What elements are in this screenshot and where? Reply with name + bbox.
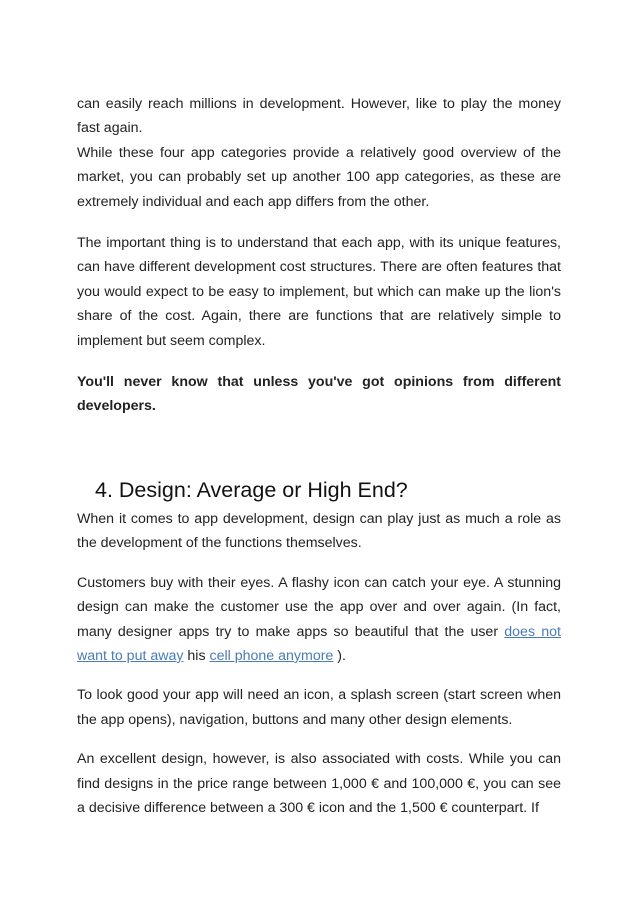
paragraph-text-segment: Customers buy with their eyes. A flashy icon can catch your eye. A stunning design can make the customer use the app over and over again. (In fact, many designer apps try to make apps so beautiful that the user <box>77 574 561 640</box>
paragraph-intro-continuation: can easily reach millions in development. However, like to play the money fast again. <box>77 96 561 137</box>
paragraph-developer-opinions: You'll never know that unless you've got opinions from different developers. <box>77 374 561 415</box>
paragraph-design-costs: An excellent design, however, is also associated with costs. While you can find designs in the price range between 1,000 € and 100,000 €, you can see a decisive difference between a 300 € icon and the 1,500 € counterpart. If <box>77 751 561 816</box>
paragraph-customers-eyes <box>77 571 561 669</box>
paragraph-app-categories: While these four app categories provide a relatively good overview of the market, you can probably set up another 100 app categories, as these are extremely individual and each app differs from the other. <box>77 144 561 210</box>
link-cell-phone-anymore[interactable]: cell phone anymore <box>209 647 334 664</box>
paragraph-design-role: When it comes to app development, design can play just as much a role as the development of the functions themselves. <box>77 510 561 552</box>
section-heading-design: 4. Design: Average or High End? <box>95 477 408 502</box>
document-page <box>77 92 561 820</box>
paragraph-text-segment: his <box>183 647 210 664</box>
paragraph-design-elements: To look good your app will need an icon, a splash screen (start screen when the app opens), navigation, buttons and many other design elements. <box>77 687 561 728</box>
paragraph-text-segment: ). <box>333 647 346 664</box>
link-does-not-want-to-put-away[interactable]: does not want to put away <box>77 623 561 664</box>
paragraph-cost-structures: The important thing is to understand that each app, with its unique features, can have different development cost structures. There are often features that you would expect to be easy to implement, but which can make up the lion's share of the cost. Again, there are functions that are relatively simple to implement but seem complex. <box>77 235 561 349</box>
